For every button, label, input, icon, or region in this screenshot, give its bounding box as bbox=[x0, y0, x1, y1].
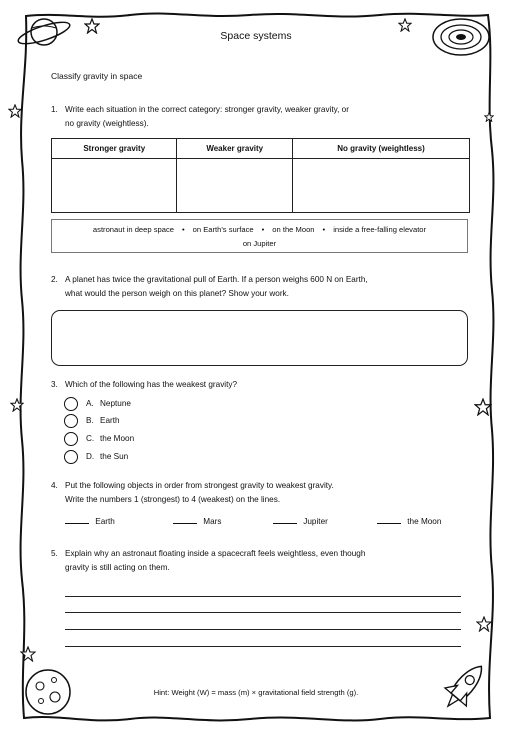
hint-text: Hint: Weight (W) = mass (m) × gravitational field strength (g). bbox=[153, 688, 359, 697]
question-line: gravity is still acting on them. bbox=[65, 563, 170, 572]
writing-line[interactable] bbox=[65, 646, 461, 647]
order-item bbox=[273, 514, 328, 526]
word-bank bbox=[51, 219, 468, 253]
question-line: Write the numbers 1 (strongest) to 4 (weakest) on the lines. bbox=[65, 495, 281, 504]
option-letter: C. bbox=[86, 434, 95, 443]
question-line: no gravity (weightless). bbox=[65, 119, 149, 128]
order-blank[interactable] bbox=[65, 514, 89, 524]
word-bank-item: on Jupiter bbox=[242, 239, 277, 248]
star-icon bbox=[8, 104, 22, 118]
option-text: the Sun bbox=[100, 452, 129, 461]
word-bank-item: inside a free-falling elevator bbox=[333, 225, 427, 234]
answer-cell-none[interactable] bbox=[292, 159, 469, 213]
question-2 bbox=[51, 273, 461, 301]
question-line: Write each situation in the correct category: stronger gravity, weaker gravity, or bbox=[65, 105, 349, 114]
question-line: Explain why an astronaut floating inside a spacecraft feels weightless, even though bbox=[65, 549, 366, 558]
separator-dot: • bbox=[181, 225, 185, 234]
radio-circle[interactable] bbox=[64, 432, 78, 446]
star-icon bbox=[476, 616, 492, 632]
separator-dot: • bbox=[261, 225, 265, 234]
question-number: 2. bbox=[51, 275, 58, 284]
question-number: 5. bbox=[51, 549, 58, 558]
order-item bbox=[173, 514, 221, 526]
rocket-icon bbox=[434, 656, 494, 718]
word-bank-item: on Earth's surface bbox=[192, 225, 254, 234]
table-header: Weaker gravity bbox=[177, 139, 292, 159]
word-bank-item: astronaut in deep space bbox=[92, 225, 174, 234]
writing-line[interactable] bbox=[65, 596, 461, 597]
order-item bbox=[65, 514, 115, 526]
question-line: A planet has twice the gravitational pull of Earth. If a person weighs 600 N on Earth, bbox=[65, 275, 368, 284]
option-text: Earth bbox=[100, 416, 120, 425]
question-line: Which of the following has the weakest gravity? bbox=[65, 380, 238, 389]
order-item-label: Jupiter bbox=[303, 517, 328, 526]
star-icon bbox=[10, 398, 24, 412]
option-letter: A. bbox=[86, 399, 94, 408]
question-5 bbox=[51, 547, 461, 575]
radio-circle[interactable] bbox=[64, 414, 78, 428]
option-text: Neptune bbox=[100, 399, 131, 408]
writing-line[interactable] bbox=[65, 612, 461, 613]
star-icon bbox=[20, 646, 36, 662]
question-line: Put the following objects in order from strongest gravity to weakest gravity. bbox=[65, 481, 334, 490]
writing-line[interactable] bbox=[65, 629, 461, 630]
option-letter: B. bbox=[86, 416, 94, 425]
worksheet-subtitle: Classify gravity in space bbox=[51, 71, 143, 81]
order-item bbox=[377, 514, 441, 526]
question-4 bbox=[51, 479, 461, 507]
order-blank[interactable] bbox=[173, 514, 197, 524]
star-icon bbox=[484, 112, 494, 122]
question-number: 1. bbox=[51, 105, 58, 114]
table-header: Stronger gravity bbox=[52, 139, 177, 159]
word-bank-item: on the Moon bbox=[272, 225, 315, 234]
question-line: what would the person weigh on this planet? Show your work. bbox=[65, 289, 289, 298]
radio-circle[interactable] bbox=[64, 397, 78, 411]
order-item-label: Earth bbox=[95, 517, 115, 526]
question-number: 4. bbox=[51, 481, 58, 490]
star-icon bbox=[474, 398, 492, 416]
question-3 bbox=[51, 378, 461, 392]
question-number: 3. bbox=[51, 380, 58, 389]
radio-circle[interactable] bbox=[64, 450, 78, 464]
separator-dot: • bbox=[322, 225, 326, 234]
answer-cell-weaker[interactable] bbox=[177, 159, 292, 213]
order-item-label: the Moon bbox=[407, 517, 442, 526]
answer-box[interactable] bbox=[51, 310, 468, 366]
order-blank[interactable] bbox=[273, 514, 297, 524]
option-text: the Moon bbox=[100, 434, 135, 443]
page-title: Space systems bbox=[220, 30, 292, 42]
order-blank[interactable] bbox=[377, 514, 401, 524]
question-1 bbox=[51, 103, 461, 131]
answer-cell-stronger[interactable] bbox=[52, 159, 177, 213]
order-item-label: Mars bbox=[203, 517, 222, 526]
option-letter: D. bbox=[86, 452, 95, 461]
table-header: No gravity (weightless) bbox=[292, 139, 469, 159]
category-table bbox=[51, 138, 470, 213]
